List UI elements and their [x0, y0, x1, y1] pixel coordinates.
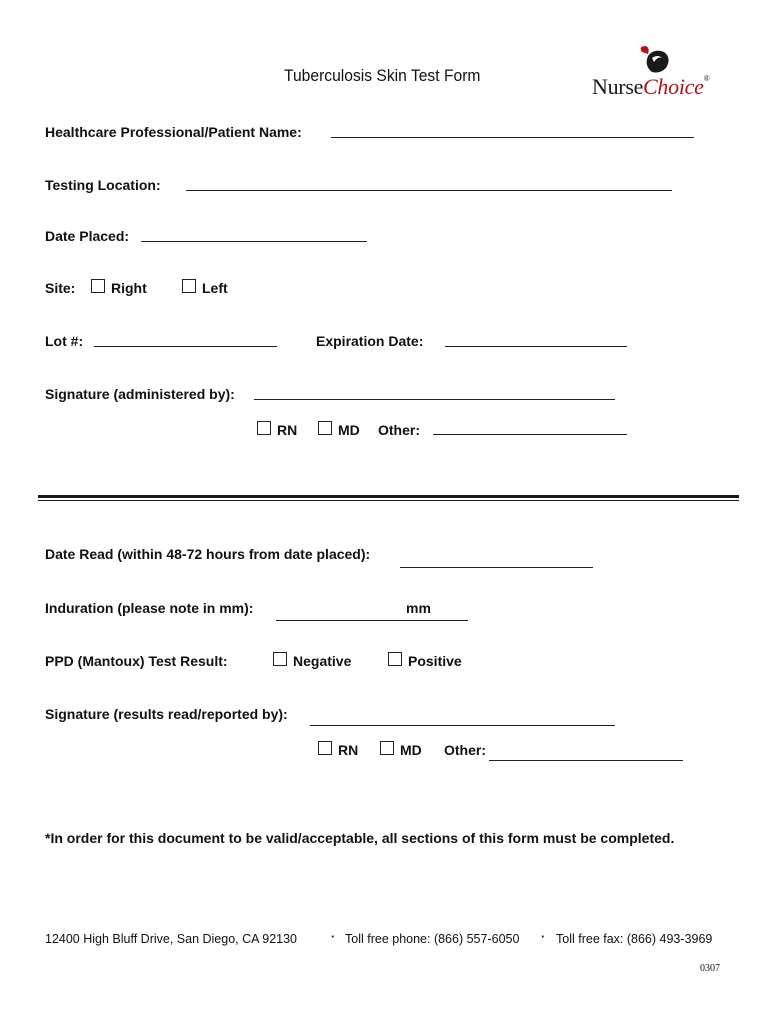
- induration-field[interactable]: [276, 620, 468, 621]
- result-positive-label: Positive: [408, 653, 462, 669]
- form-code: 0307: [700, 963, 720, 974]
- footer-fax: Toll free fax: (866) 493-3969: [556, 932, 713, 946]
- patient-name-label: Healthcare Professional/Patient Name:: [45, 124, 302, 140]
- reader-signature-field[interactable]: [310, 725, 615, 726]
- site-right-checkbox[interactable]: [91, 279, 105, 293]
- site-left-label: Left: [202, 280, 228, 296]
- date-placed-field[interactable]: [141, 241, 367, 242]
- test-result-label: PPD (Mantoux) Test Result:: [45, 653, 228, 669]
- site-left-checkbox[interactable]: [182, 279, 196, 293]
- date-read-label: Date Read (within 48-72 hours from date placed):: [45, 546, 371, 562]
- section-divider: [38, 495, 739, 498]
- site-right-label: Right: [111, 280, 147, 296]
- expiration-date-field[interactable]: [445, 346, 627, 347]
- administered-md-checkbox[interactable]: [318, 421, 332, 435]
- date-read-field[interactable]: [400, 567, 593, 568]
- administered-other-field[interactable]: [433, 434, 627, 435]
- reader-rn-checkbox[interactable]: [318, 741, 332, 755]
- administered-rn-label: RN: [277, 422, 298, 438]
- date-placed-label: Date Placed:: [45, 228, 130, 244]
- induration-label: Induration (please note in mm):: [45, 600, 254, 616]
- result-negative-checkbox[interactable]: [273, 652, 287, 666]
- reader-rn-label: RN: [338, 742, 359, 758]
- reader-other-label: Other:: [444, 742, 486, 758]
- administered-rn-checkbox[interactable]: [257, 421, 271, 435]
- footer-phone: Toll free phone: (866) 557-6050: [345, 932, 520, 946]
- footer-address: 12400 High Bluff Drive, San Diego, CA 92130: [45, 932, 298, 946]
- result-negative-label: Negative: [293, 653, 352, 669]
- footer-separator-1: ·: [331, 930, 336, 944]
- reader-md-checkbox[interactable]: [380, 741, 394, 755]
- reader-other-field[interactable]: [489, 760, 683, 761]
- expiration-date-label: Expiration Date:: [316, 333, 424, 349]
- patient-name-field[interactable]: [331, 137, 694, 138]
- nursechoice-logo: [592, 44, 724, 102]
- lot-number-label: Lot #:: [45, 333, 84, 349]
- form-title: Tuberculosis Skin Test Form: [284, 66, 481, 85]
- testing-location-label: Testing Location:: [45, 177, 161, 193]
- logo-text-choice: Choice: [643, 74, 704, 99]
- administered-md-label: MD: [338, 422, 360, 438]
- reader-md-label: MD: [400, 742, 422, 758]
- testing-location-field[interactable]: [186, 190, 672, 191]
- administered-signature-field[interactable]: [254, 399, 615, 400]
- administered-signature-label: Signature (administered by):: [45, 386, 235, 402]
- validity-notice: *In order for this document to be valid/acceptable, all sections of this form must be completed.: [45, 830, 675, 846]
- footer-separator-2: ·: [541, 930, 546, 944]
- logo-registered-mark: ®: [703, 74, 710, 83]
- site-label: Site:: [45, 280, 76, 296]
- lot-number-field[interactable]: [94, 346, 277, 347]
- result-positive-checkbox[interactable]: [388, 652, 402, 666]
- reader-signature-label: Signature (results read/reported by):: [45, 706, 288, 722]
- administered-other-label: Other:: [378, 422, 420, 438]
- logo-text-nurse: Nurse: [592, 74, 644, 99]
- section-divider-thin: [38, 500, 739, 501]
- induration-unit: mm: [406, 600, 431, 616]
